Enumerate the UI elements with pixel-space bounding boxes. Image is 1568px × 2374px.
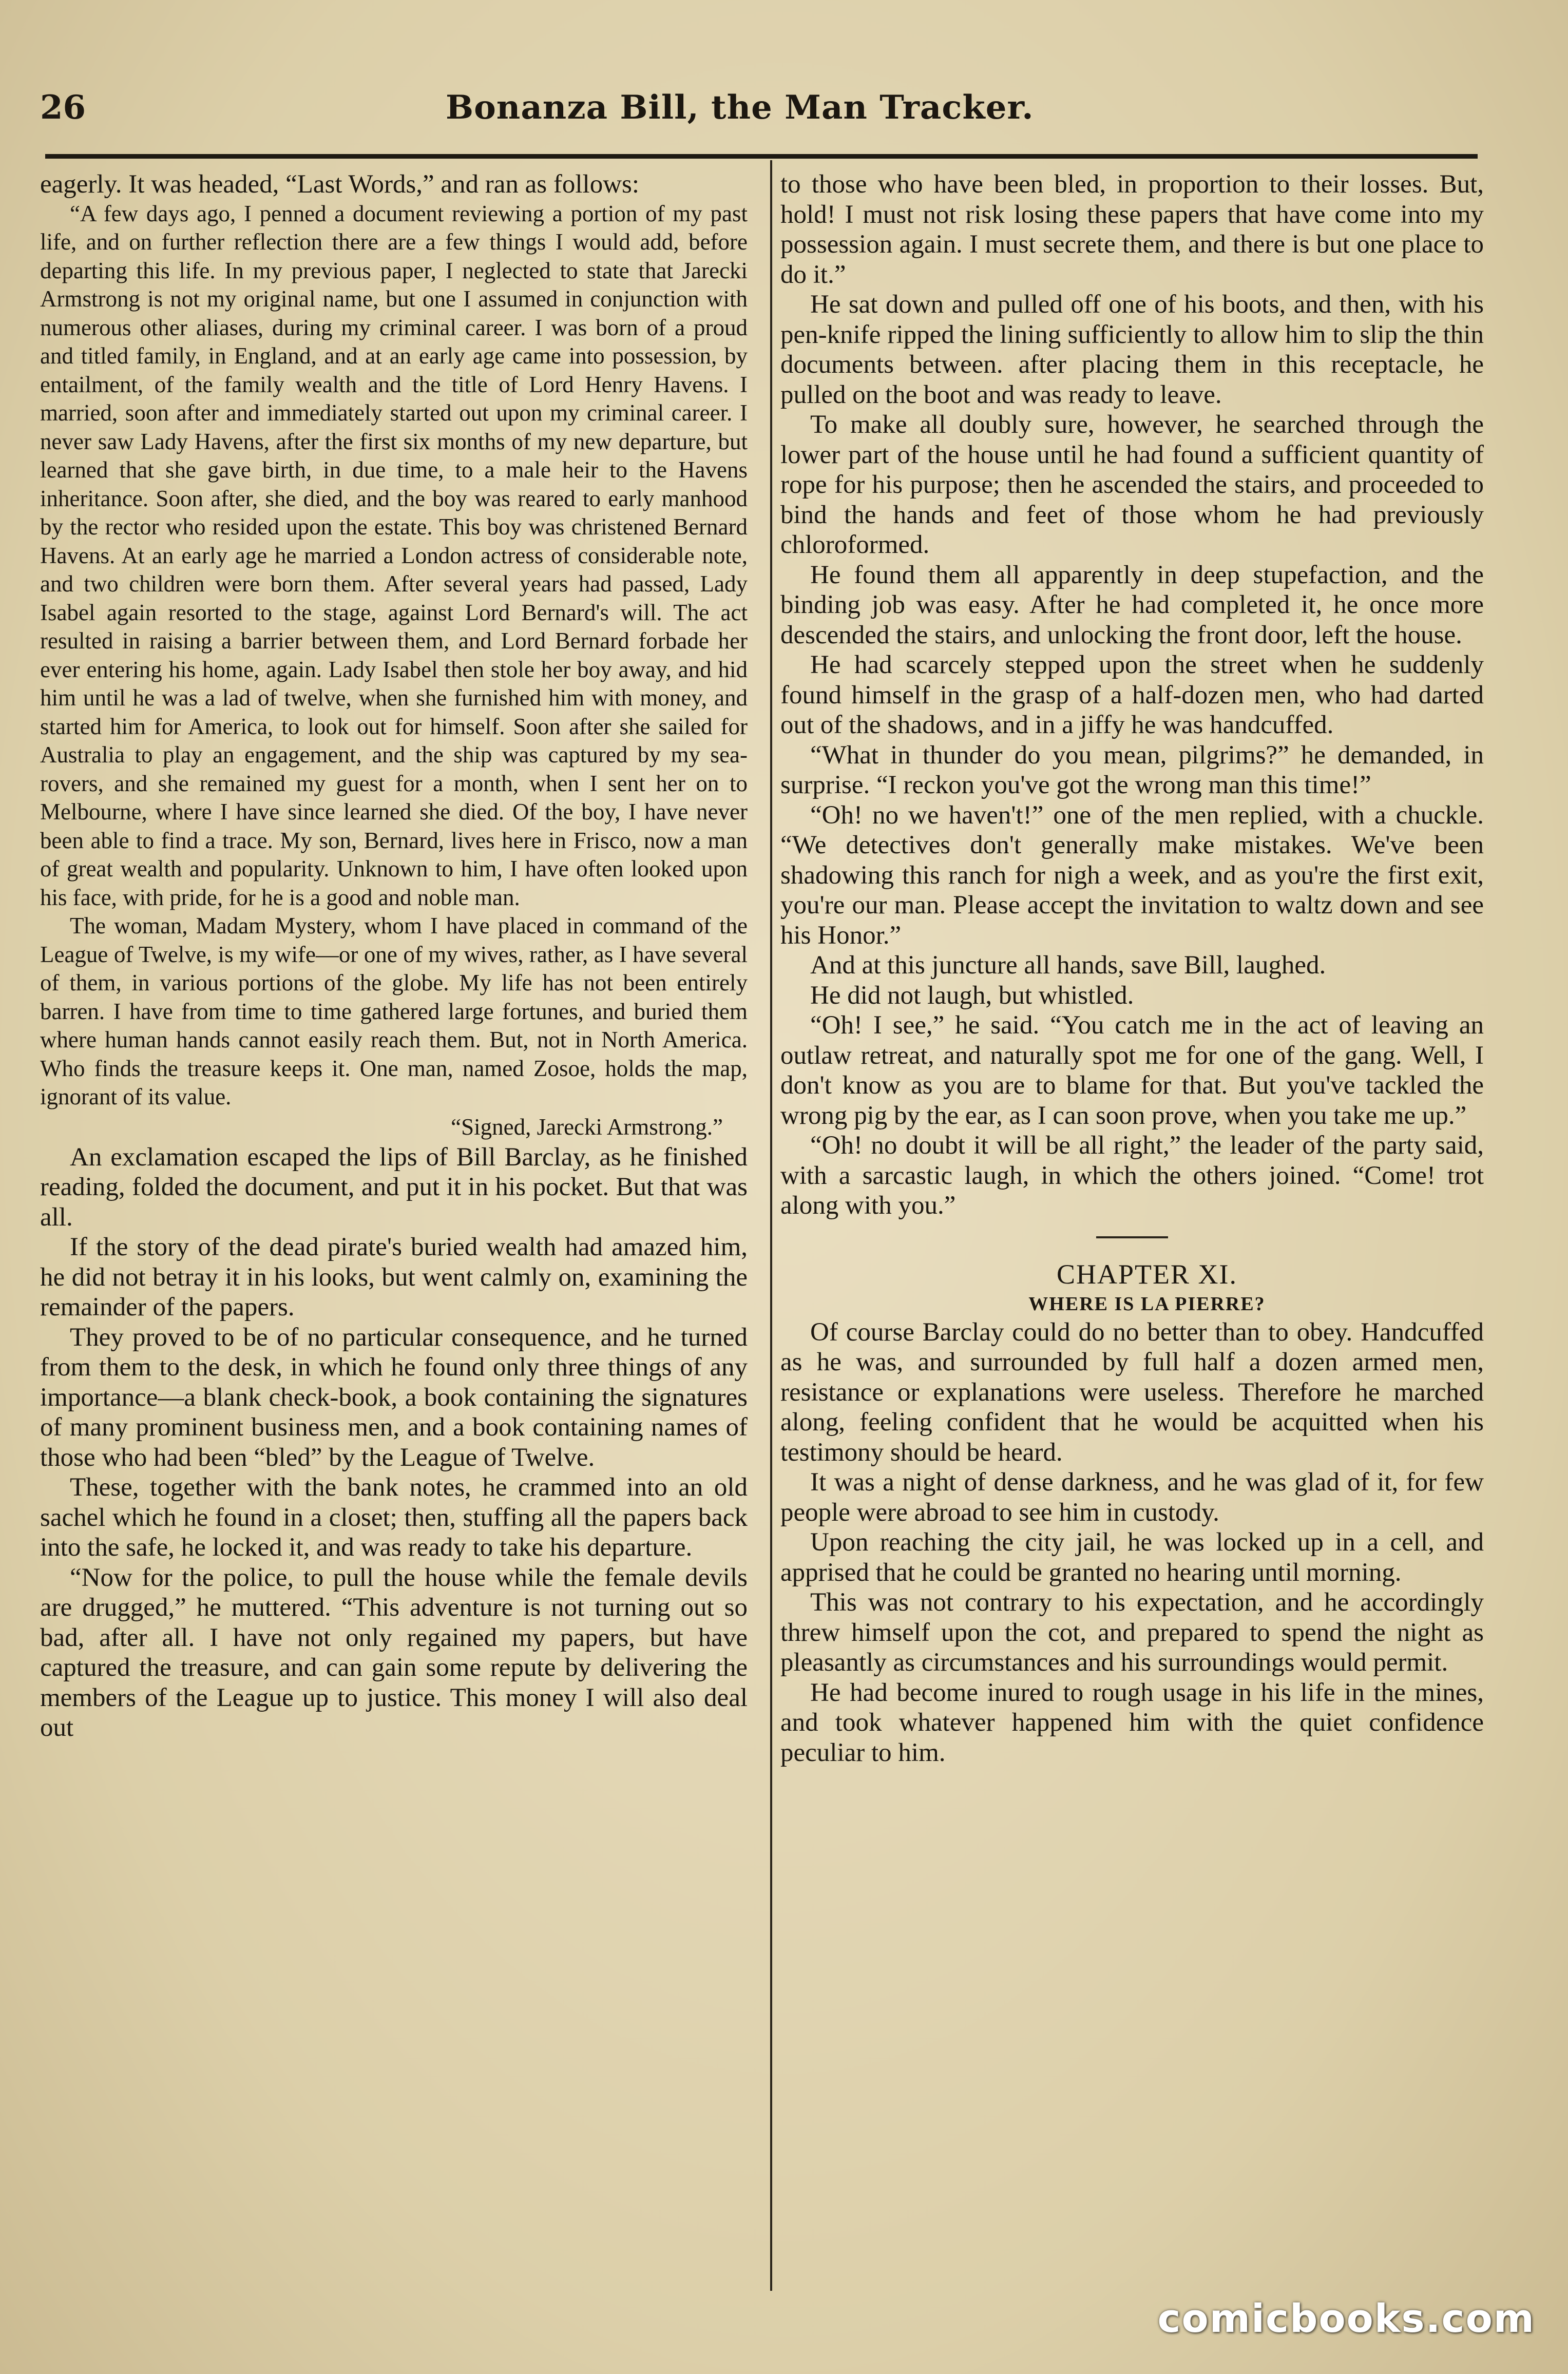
paragraph: The woman, Madam Mystery, whom I have placed in command of the League of Twelve, is my wife—or one of my wives, rather, as I have several of them, in various portions of the globe. My life has not been entirely barren. I have from time to time gathered large fortunes, and buried them where human hands cannot easily reach them. But, not in North America. Who finds the treasure keeps it. One man, named Zosoe, holds the map, ignorant of its value.	[40, 913, 748, 1109]
paragraph: eagerly. It was headed, “Last Words,” and ran as follows:	[40, 170, 640, 199]
header-rule	[45, 154, 1478, 159]
right-column	[780, 169, 1484, 2315]
paragraph: He had become inured to rough usage in his life in the mines, and took whatever happened him with the quiet confidence peculiar to him.	[780, 1678, 1484, 1767]
paragraph: They proved to be of no particular consequence, and he turned from them to the desk, in which he found only three things of any importance—a blank check-book, a book containing the signatures of many prominent business men, and a book containing names of those who had been “bled” by the League of Twelve.	[40, 1323, 748, 1472]
paragraph: He sat down and pulled off one of his boots, and then, with his pen-knife ripped the lining sufficiently to allow him to slip the thin documents between. after placing them in this receptacle, he pulled on the boot and was ready to leave.	[780, 290, 1484, 409]
paragraph: He had scarcely stepped upon the street when he suddenly found himself in the grasp of a half-dozen men, who had darted out of the shadows, and in a jiffy he was handcuffed.	[780, 650, 1484, 739]
paragraph: An exclamation escaped the lips of Bill Barclay, as he finished reading, folded the document, and put it in his pocket. But that was all.	[40, 1142, 748, 1232]
paragraph: These, together with the bank notes, he crammed into an old sachel which he found in a closet; then, stuffing all the papers back into the safe, he locked it, and was ready to take his departure.	[40, 1473, 748, 1562]
paragraph: “Oh! no we haven't!” one of the men replied, with a chuckle. “We detectives don't generally make mistakes. We've been shadowing this ranch for nigh a week, and as you're the first exit, you're our man. Please accept the invitation to waltz down and see his Honor.”	[780, 800, 1484, 950]
paragraph: And at this juncture all hands, save Bill, laughed.	[810, 951, 1326, 980]
paragraph: It was a night of dense darkness, and he was glad of it, for few people were abroad to see him in custody.	[780, 1468, 1484, 1527]
right-column-bottom-text	[780, 1317, 1484, 1768]
running-title: Bonanza Bill, the Man Tracker.	[446, 88, 1034, 127]
paragraph: Of course Barclay could do no better than to obey. Handcuffed as he was, and surrounded by full half a dozen armed men, resistance or explanations were useless. Therefore he marched along, feeling confident that he would be acquitted when his testimony should be heard.	[780, 1317, 1484, 1467]
paragraph: “Now for the police, to pull the house while the female devils are drugged,” he muttered. “This adventure is not turning out so bad, after all. I have not only regained my papers, but have captured the treasure, and can gain some repute by delivering the members of the League up to justice. This money I will also deal out	[40, 1563, 748, 1742]
chapter-subheading: WHERE IS LA PIERRE?	[1028, 1293, 1266, 1315]
chapter-heading: CHAPTER XI.	[1056, 1258, 1237, 1290]
paragraph: “Oh! I see,” he said. “You catch me in the act of leaving an outlaw retreat, and naturally spot me for one of the gang. Well, I don't know as you are to blame for that. But you've tackled the wrong pig by the ear, as I can soon prove, when you take me up.”	[780, 1011, 1484, 1130]
section-divider-rule	[1096, 1236, 1168, 1238]
paragraph: This was not contrary to his expectation, and he accordingly threw himself upon the cot, and prepared to spend the night as pleasantly as circumstances and his surroundings would permit.	[780, 1588, 1484, 1677]
paragraph: to those who have been bled, in proportion to their losses. But, hold! I must not risk losing these papers that have come into my possession again. I must secrete them, and there is but one place to do it.”	[780, 170, 1484, 289]
paragraph: To make all doubly sure, however, he searched through the lower part of the house until he had found a sufficient quantity of rope for his purpose; then he ascended the stairs, and proceeded to bind the hands and feet of those whom he had previously chloroformed.	[780, 410, 1484, 559]
paragraph: “Oh! no doubt it will be all right,” the leader of the party said, with a sarcastic laugh, in which the others joined. “Come! trot along with you.”	[780, 1131, 1484, 1220]
right-column-top-text	[780, 169, 1484, 1221]
paragraph: If the story of the dead pirate's buried wealth had amazed him, he did not betray it in his looks, but went calmly on, examining the remainder of the papers.	[40, 1233, 748, 1322]
paragraph: “Signed, Jarecki Armstrong.”	[451, 1114, 723, 1140]
paragraph: He found them all apparently in deep stupefaction, and the binding job was easy. After he had completed it, he once more descended the stairs, and unlocking the front door, left the house.	[780, 560, 1484, 649]
paragraph: “A few days ago, I penned a document reviewing a portion of my past life, and on further reflection there are a few things I would add, before departing this life. In my previous paper, I neglected to state that Jarecki Armstrong is not my original name, but one I assumed in conjunction with numerous other aliases, during my criminal career. I was born of a proud and titled family, in England, and at an early age came into possession, by entailment, of the family wealth and the title of Lord Henry Havens. I married, soon after and immediately started out upon my criminal career. I never saw Lady Havens, after the first six months of my new departure, but learned that she gave birth, in due time, to a male heir to the Havens inheritance. Soon after, she died, and the boy was reared to early manhood by the rector who resided upon the estate. This boy was christened Bernard Havens. At an early age he married a London actress of considerable note, and two children were born them. After several years had passed, Lady Isabel again resorted to the stage, against Lord Bernard's will. The act resulted in raising a barrier between them, and Lord Bernard forbade her ever entering his home, again. Lady Isabel then stole her boy away, and hid him until he was a lad of twelve, when she furnished him with money, and started him for America, to look out for himself. Soon after she sailed for Australia to play an engagement, and the ship was captured by my sea-rovers, and she remained my guest for a month, when I sent her on to Melbourne, where I have since learned she died. Of the boy, I have never been able to find a trace. My son, Bernard, lives here in Frisco, now a man of great wealth and popularity. Unknown to him, I have often looked upon his face, with pride, for he is a good and noble man.	[40, 200, 748, 910]
column-divider	[770, 160, 772, 2291]
watermark-logo: comicbooks.com	[1157, 2295, 1535, 2341]
left-column	[40, 169, 748, 2315]
paragraph: Upon reaching the city jail, he was locked up in a cell, and apprised that he could be granted no hearing until morning.	[780, 1528, 1484, 1587]
paragraph: “What in thunder do you mean, pilgrims?” he demanded, in surprise. “I reckon you've got the wrong man this time!”	[780, 740, 1484, 799]
paragraph: He did not laugh, but whistled.	[810, 981, 1134, 1010]
page-header	[40, 82, 1478, 139]
page-number: 26	[40, 88, 86, 127]
